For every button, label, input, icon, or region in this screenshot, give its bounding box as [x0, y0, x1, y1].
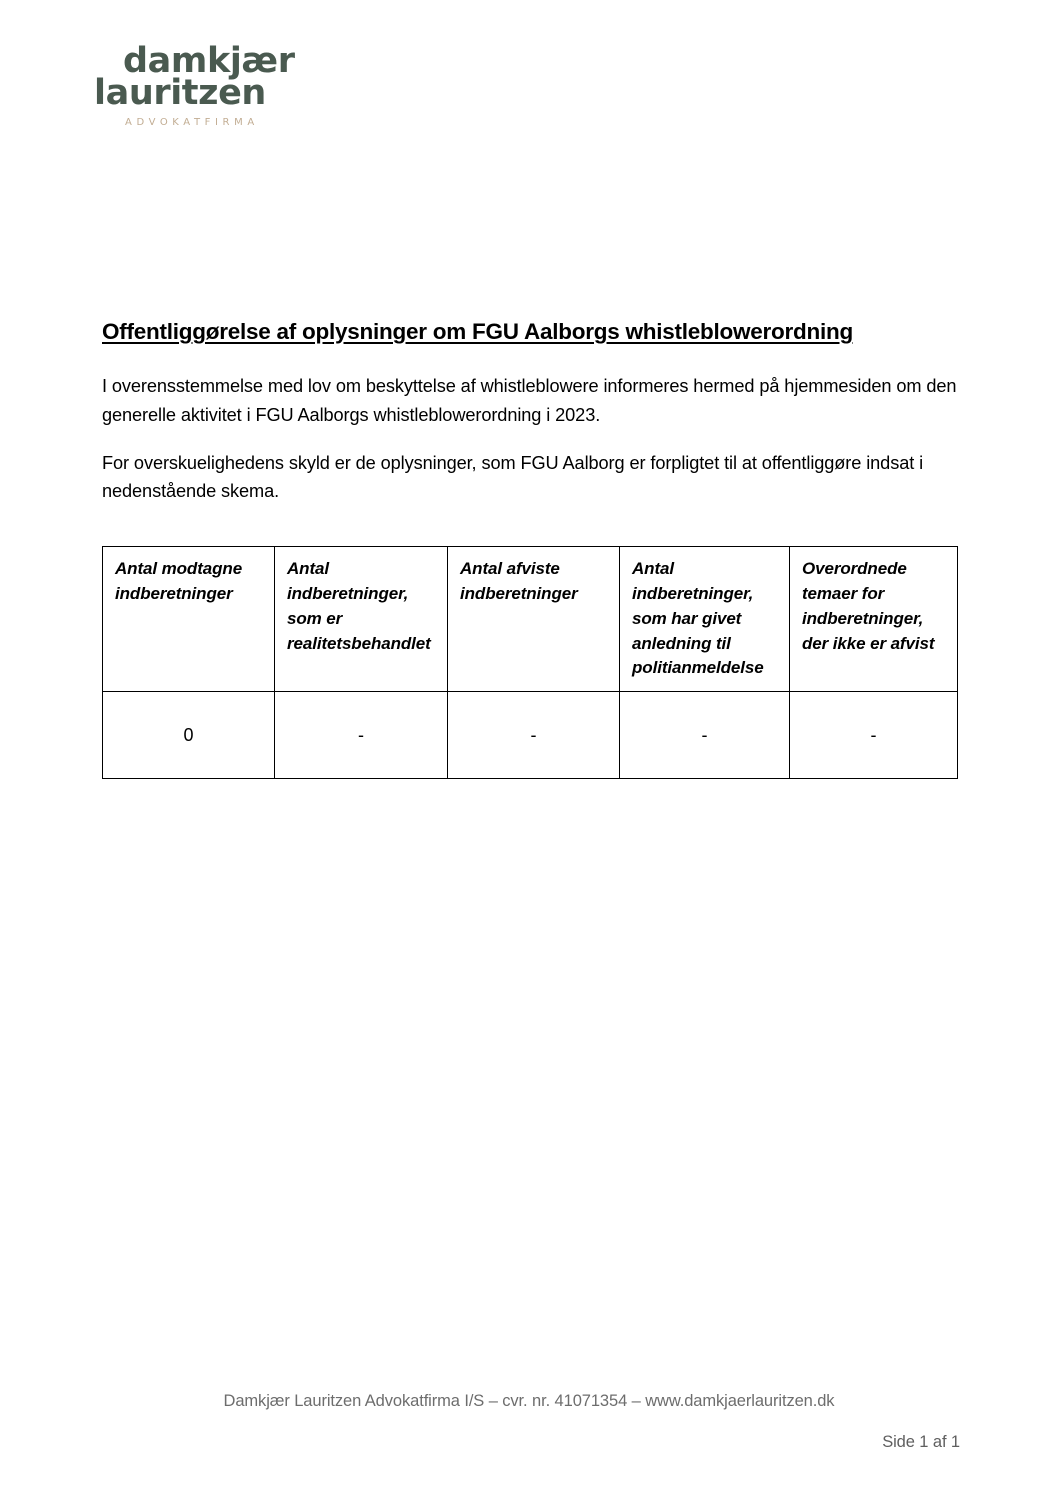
- footer-page-number: Side 1 af 1: [882, 1433, 960, 1451]
- cell-received: 0: [103, 692, 275, 779]
- logo-text-advokatfirma: ADVOKATFIRMA: [125, 117, 259, 128]
- cell-rejected: -: [448, 692, 620, 779]
- whistleblower-statistics-table: [102, 546, 958, 779]
- table-row: [103, 692, 958, 779]
- logo-text-damkjaer: damkjær: [123, 41, 295, 81]
- column-header-processed: Antal indberetninger, som er realitetsbehandlet: [275, 547, 448, 692]
- table-header-row: [103, 547, 958, 692]
- logo-text-lauritzen: lauritzen: [94, 73, 266, 113]
- intro-paragraph-2: For overskuelighedens skyld er de oplysninger, som FGU Aalborg er forpligtet til at offentliggøre indsat i nedenstående skema.: [102, 452, 924, 502]
- intro-paragraph-1: I overensstemmelse med lov om beskyttelse af whistleblowere informeres hermed på hjemmesiden om den generelle aktivitet i FGU Aalborgs whistleblowerordning i 2023.: [102, 376, 957, 425]
- footer-company-info: Damkjær Lauritzen Advokatfirma I/S – cvr. nr. 41071354 – www.damkjaerlauritzen.dk: [223, 1392, 835, 1410]
- cell-police-report: -: [620, 692, 790, 779]
- column-header-received: Antal modtagne indberetninger: [103, 547, 275, 692]
- company-logo: [94, 40, 354, 140]
- page-title: Offentliggørelse af oplysninger om FGU Aalborgs whistleblowerordning: [102, 319, 853, 344]
- cell-processed: -: [275, 692, 448, 779]
- document-body: [102, 318, 958, 779]
- column-header-themes: Overordnede temaer for indberetninger, der ikke er afvist: [790, 547, 958, 692]
- column-header-police-report: Antal indberetninger, som har givet anledning til politianmeldelse: [620, 547, 790, 692]
- column-header-rejected: Antal afviste indberetninger: [448, 547, 620, 692]
- cell-themes: -: [790, 692, 958, 779]
